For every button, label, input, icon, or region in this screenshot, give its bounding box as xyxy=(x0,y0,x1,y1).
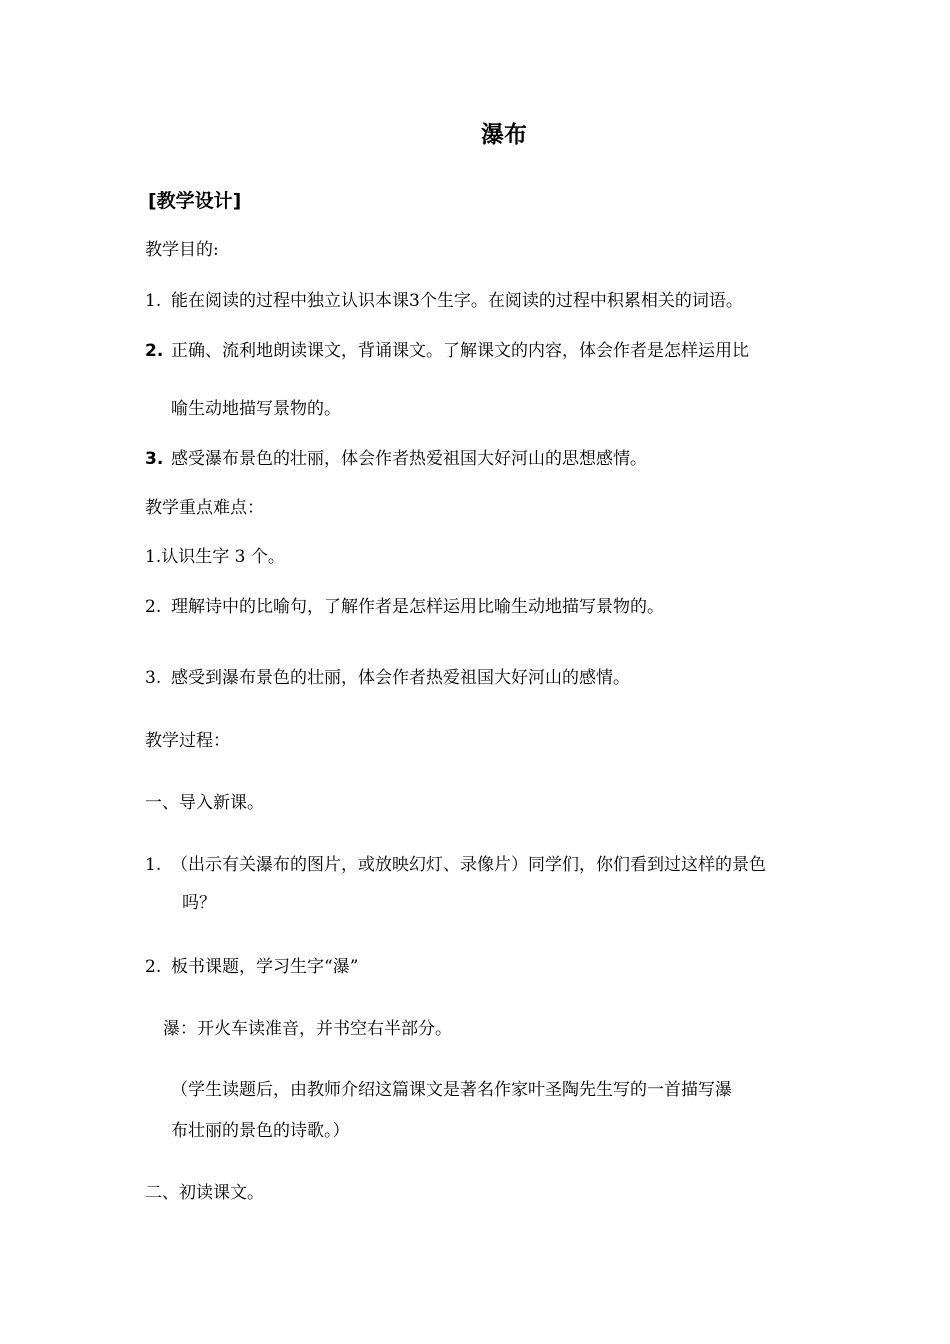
document-title: 瀑布 xyxy=(481,122,527,148)
list-number: 1. xyxy=(145,855,162,875)
step1-item-1-continued: 吗？ xyxy=(182,893,216,913)
step1-item-2 xyxy=(145,955,358,979)
key-point-item-3 xyxy=(145,666,630,690)
key-point-item-2 xyxy=(145,595,664,619)
list-text: 感受到瀑布景色的壮丽，体会作者热爱祖国大好河山的感情。 xyxy=(171,668,630,688)
step1-note-1: 瀑：开火车读准音，并书空右半部分。 xyxy=(163,1019,452,1039)
step1-heading: 一、导入新课。 xyxy=(145,793,264,813)
step1-note-2-line-1: （学生读题后，由教师介绍这篇课文是著名作家叶圣陶先生写的一首描写瀑 xyxy=(171,1080,732,1100)
list-number: 2. xyxy=(145,957,162,977)
list-number: 2. xyxy=(145,341,164,361)
list-text: 能在阅读的过程中独立认识本课3个生字。在阅读的过程中积累相关的词语。 xyxy=(171,291,743,311)
objectives-heading: 教学目的: xyxy=(145,240,219,260)
list-text: 感受瀑布景色的壮丽，体会作者热爱祖国大好河山的思想感情。 xyxy=(171,449,647,469)
objective-item-2-continued: 喻生动地描写景物的。 xyxy=(171,399,341,419)
list-text: 认识生字 3 个。 xyxy=(161,547,285,567)
objective-item-1 xyxy=(145,289,743,313)
key-point-item-1 xyxy=(145,545,285,569)
list-text: 正确、流利地朗读课文，背诵课文。了解课文的内容，体会作者是怎样运用比 xyxy=(171,341,749,361)
list-number: 1. xyxy=(145,291,162,311)
list-number: 3. xyxy=(145,668,162,688)
list-number: 1. xyxy=(145,547,162,567)
process-heading: 教学过程： xyxy=(145,731,230,751)
list-number: 2. xyxy=(145,597,162,617)
list-text: （出示有关瀑布的图片，或放映幻灯、录像片）同学们，你们看到过这样的景色 xyxy=(171,855,766,875)
section-heading: [教学设计] xyxy=(148,190,242,212)
step1-note-2-line-2: 布壮丽的景色的诗歌。） xyxy=(171,1121,350,1141)
list-text: 板书课题，学习生字“瀑” xyxy=(171,957,359,977)
step2-heading: 二、初读课文。 xyxy=(145,1183,264,1203)
step1-item-1 xyxy=(145,853,766,877)
key-points-heading: 教学重点难点： xyxy=(145,498,264,518)
list-number: 3. xyxy=(145,449,164,469)
objective-item-3 xyxy=(145,447,647,471)
list-text: 理解诗中的比喻句，了解作者是怎样运用比喻生动地描写景物的。 xyxy=(171,597,664,617)
objective-item-2 xyxy=(145,339,749,363)
